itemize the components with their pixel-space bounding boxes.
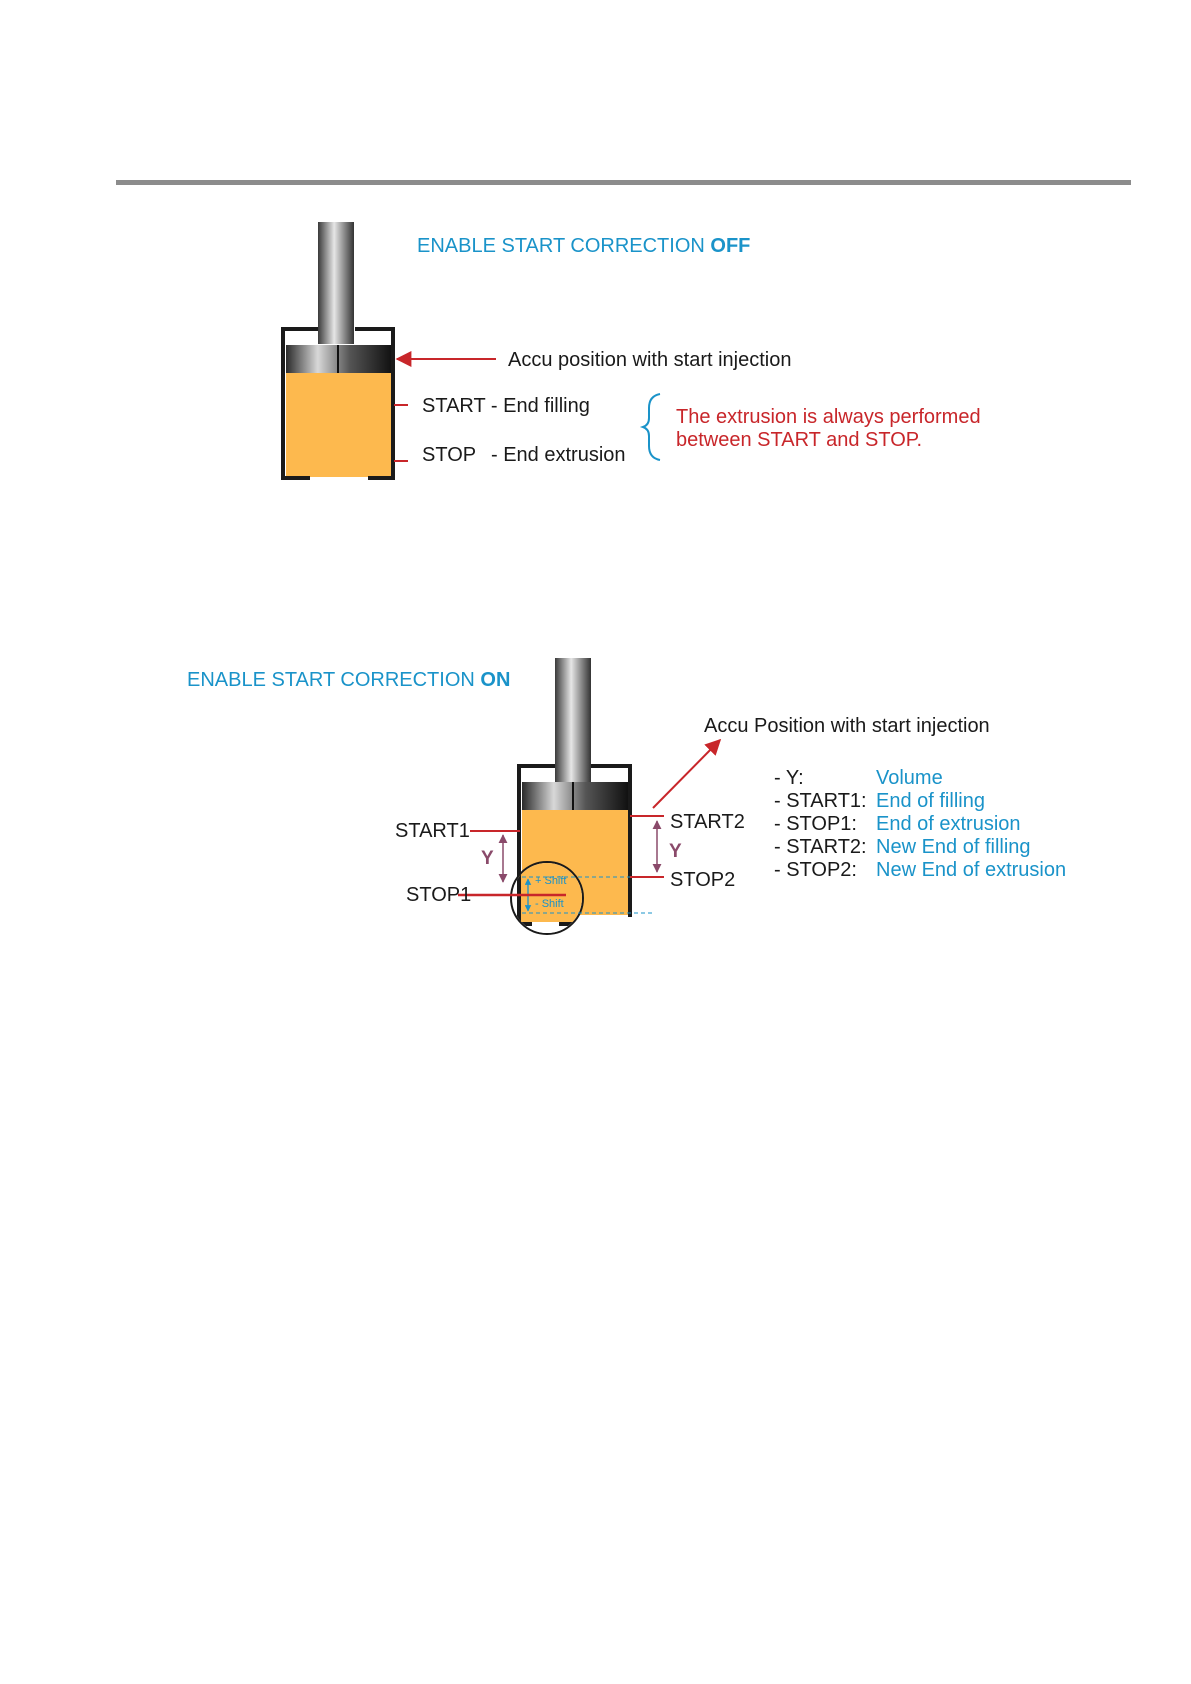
piston-head-on — [522, 782, 628, 810]
legend-key: - STOP2: — [774, 859, 857, 881]
legend-key: - STOP1: — [774, 813, 857, 835]
y-label-right: Y — [669, 841, 682, 862]
accu-arrow-on — [653, 740, 720, 808]
stop2-label: STOP2 — [670, 869, 736, 891]
shift-plus-label: + Shift — [535, 875, 567, 887]
shift-minus-label: - Shift — [535, 898, 564, 910]
stop-desc-off: - End extrusion — [491, 444, 626, 466]
stop-label-off: STOP — [422, 444, 477, 466]
piston-rod — [318, 222, 354, 344]
legend-value: New End of extrusion — [876, 859, 1067, 881]
accu-label-on: Accu Position with start injection — [704, 715, 990, 737]
diagram-on — [187, 658, 1066, 942]
legend-value: End of filling — [876, 790, 985, 812]
legend-key: - START2: — [774, 836, 867, 858]
start1-label: START1 — [395, 820, 470, 842]
legend-key: - Y: — [774, 767, 804, 789]
start-label-off: START - End filling — [422, 395, 590, 417]
legend-value: End of extrusion — [876, 813, 1021, 835]
legend-value: Volume — [876, 767, 943, 789]
header-rule — [116, 180, 1131, 185]
stop1-label: STOP1 — [406, 884, 472, 906]
accu-label-off: Accu position with start injection — [508, 349, 792, 371]
legend-key: - START1: — [774, 790, 867, 812]
accumulator-fill — [286, 373, 392, 477]
title-off: ENABLE START CORRECTION OFF — [417, 235, 751, 257]
note-line1: The extrusion is always performed — [676, 406, 981, 428]
legend — [774, 767, 1066, 881]
y-label-left: Y — [481, 848, 494, 869]
brace-icon — [643, 394, 660, 460]
note-line2: between START and STOP. — [676, 429, 923, 451]
title-on: ENABLE START CORRECTION ON — [187, 669, 511, 691]
piston-rod-on — [555, 658, 591, 783]
legend-value: New End of filling — [876, 836, 1031, 858]
start2-label: START2 — [670, 811, 745, 833]
diagram-off — [283, 222, 981, 478]
